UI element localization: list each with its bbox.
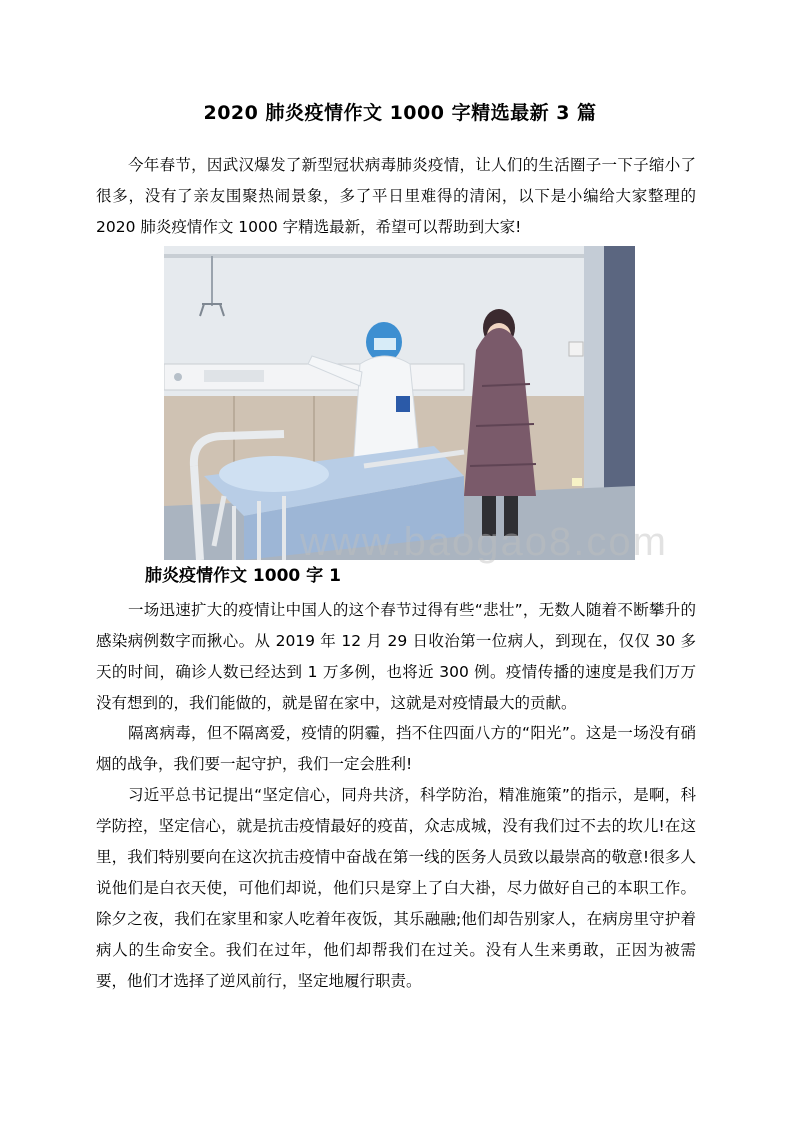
hospital-ward-photo: [164, 246, 635, 560]
body-paragraph: 习近平总书记提出“坚定信心，同舟共济，科学防治，精准施策”的指示，是啊，科学防控，坚定信心，就是抗击疫情最好的疫苗，众志成城，没有我们过不去的坎儿!在这里，我们特别要向在这次抗击疫情中奋战在第一线的医务人员致以最崇高的敬意!很多人说他们是白衣天使，可他们却说，他们只是穿上了白大褂，尽力做好自己的本职工作。除夕之夜，我们在家里和家人吃着年夜饭，其乐融融;他们却告别家人，在病房里守护着病人的生命安全。我们在过年，他们却帮我们在过关。没有人生来勇敢，正因为被需要，他们才选择了逆风前行，坚定地履行职责。: [96, 786, 696, 990]
section-heading: 肺炎疫情作文 1000 字 1: [145, 566, 341, 586]
hospital-ward-illustration: [164, 246, 635, 560]
body-paragraph: 一场迅速扩大的疫情让中国人的这个春节过得有些“悲壮”，无数人随着不断攀升的感染病例数字而揪心。从 2019 年 12 月 29 日收治第一位病人，到现在，仅仅 30 多天的时间，确诊人数已经达到 1 万多例，也将近 300 例。疫情传播的速度是我们万万没有想到的，我们能做的，就是留在家中，这就是对疫情最大的贡献。: [96, 601, 696, 712]
intro-paragraph: 今年春节，因武汉爆发了新型冠状病毒肺炎疫情，让人们的生活圈子一下子缩小了很多，没有了亲友围聚热闹景象，多了平日里难得的清闲，以下是小编给大家整理的 2020 肺炎疫情作文 1000 字精选最新，希望可以帮助到大家!: [96, 156, 696, 236]
document-title: 2020 肺炎疫情作文 1000 字精选最新 3 篇: [203, 102, 597, 124]
body-paragraph: 隔离病毒，但不隔离爱，疫情的阴霾，挡不住四面八方的“阳光”。这是一场没有硝烟的战争，我们要一起守护，我们一定会胜利!: [96, 724, 696, 773]
watermark: www.baogao8.com: [300, 520, 668, 564]
